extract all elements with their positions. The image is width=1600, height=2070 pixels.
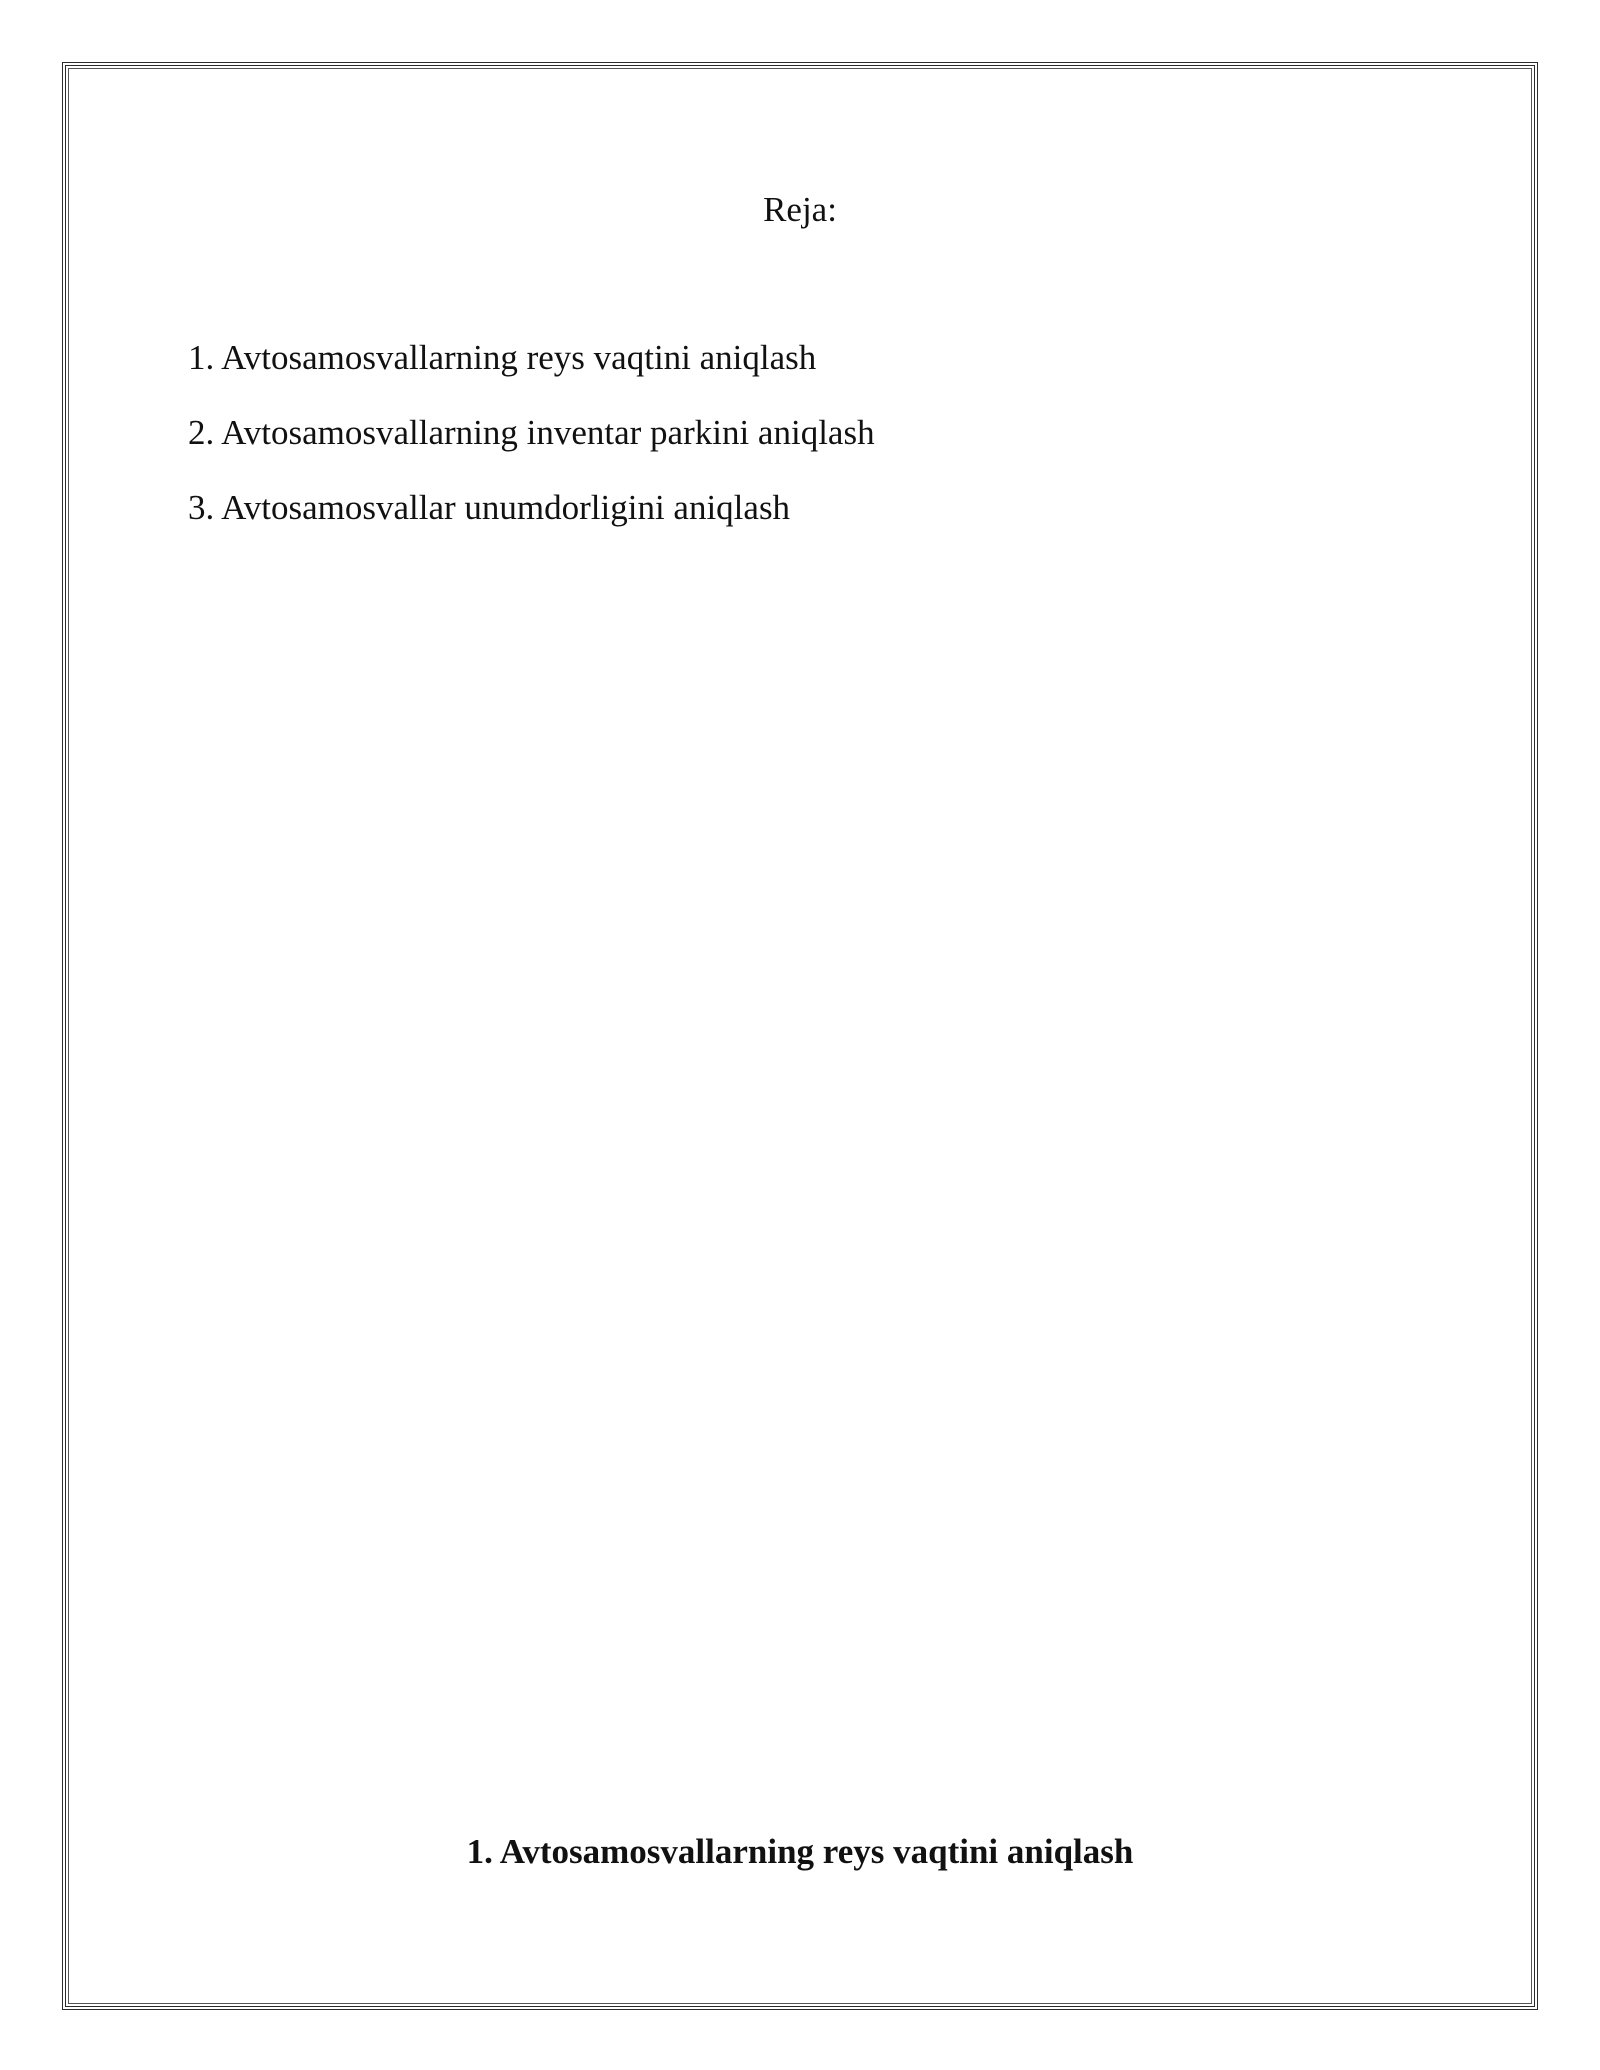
plan-item: 3. Avtosamosvallar unumdorligini aniqlash	[188, 488, 791, 527]
plan-item: 1. Avtosamosvallarning reys vaqtini aniqlash	[188, 338, 817, 377]
plan-list	[188, 336, 875, 561]
section-heading: 1. Avtosamosvallarning reys vaqtini aniqlash	[466, 1832, 1134, 1871]
plan-title: Reja:	[763, 190, 837, 229]
plan-item: 2. Avtosamosvallarning inventar parkini aniqlash	[188, 413, 875, 452]
